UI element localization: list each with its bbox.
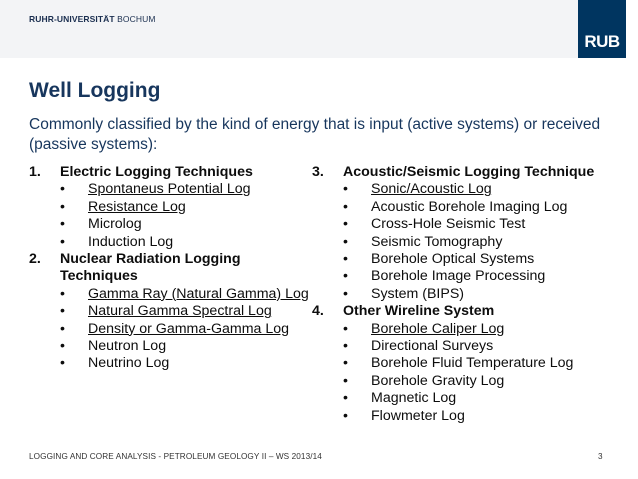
right-column <box>312 164 612 425</box>
list-item <box>343 216 612 233</box>
bullet-marker: • <box>60 233 65 250</box>
item-label: Borehole Image Processing <box>371 268 546 285</box>
bullet-marker: • <box>343 251 348 268</box>
list-item[interactable] <box>60 303 319 320</box>
list-item <box>343 390 612 407</box>
list-item <box>60 216 319 233</box>
list-item <box>343 234 612 251</box>
bullet-list <box>343 181 612 303</box>
slide-title: Well Logging <box>29 79 161 102</box>
footer-text: LOGGING AND CORE ANALYSIS - PETROLEUM GEOLOGY II – WS 2013/14 <box>29 452 322 461</box>
bullet-marker: • <box>343 355 348 372</box>
item-label: Borehole Gravity Log <box>371 372 505 389</box>
list-item[interactable] <box>60 181 319 198</box>
numbered-section <box>312 303 612 425</box>
bullet-marker: • <box>343 338 348 355</box>
university-name: RUHR-UNIVERSITÄT BOCHUM <box>29 14 156 24</box>
rub-logo-text: RUB <box>584 32 620 51</box>
list-item <box>60 355 319 372</box>
section-title: Electric Logging Techniques <box>60 164 253 180</box>
list-item <box>343 199 612 216</box>
list-item <box>343 251 612 268</box>
item-link[interactable]: Gamma Ray (Natural Gamma) Log <box>88 285 309 302</box>
list-item <box>60 338 319 355</box>
list-item[interactable] <box>60 286 319 303</box>
bullet-marker: • <box>343 320 348 337</box>
bullet-marker: • <box>60 181 65 198</box>
item-label: Acoustic Borehole Imaging Log <box>371 198 568 215</box>
bullet-marker: • <box>60 355 65 372</box>
rub-logo <box>578 0 626 58</box>
item-label: Induction Log <box>88 233 174 250</box>
item-link[interactable]: Spontaneus Potential Log <box>88 181 251 198</box>
bullet-list <box>60 181 319 251</box>
bullet-marker: • <box>343 268 348 285</box>
section-title: Nuclear Radiation Logging Techniques <box>60 251 241 285</box>
item-label: Borehole Fluid Temperature Log <box>371 355 574 372</box>
bullet-marker: • <box>343 407 348 424</box>
bullet-marker: • <box>60 303 65 320</box>
item-label: Magnetic Log <box>371 390 457 407</box>
numbered-section <box>312 164 612 303</box>
section-number: 1. <box>29 164 41 180</box>
bullet-marker: • <box>60 216 65 233</box>
section-number: 2. <box>29 251 41 268</box>
list-item <box>343 355 612 372</box>
item-label: Borehole Optical Systems <box>371 251 535 268</box>
bullet-marker: • <box>60 338 65 355</box>
item-label: Neutron Log <box>88 338 167 355</box>
list-item <box>343 268 612 285</box>
item-link[interactable]: Sonic/Acoustic Log <box>371 181 492 198</box>
item-link[interactable]: Resistance Log <box>88 198 186 215</box>
item-link[interactable]: Natural Gamma Spectral Log <box>88 303 272 320</box>
list-item <box>343 286 612 303</box>
bullet-list <box>60 286 319 373</box>
item-label: System (BIPS) <box>371 285 465 302</box>
bullet-marker: • <box>60 198 65 215</box>
list-item[interactable] <box>60 199 319 216</box>
bullet-marker: • <box>343 181 348 198</box>
bullet-marker: • <box>343 198 348 215</box>
header-bar <box>0 0 638 58</box>
item-label: Neutrino Log <box>88 355 170 372</box>
item-label: Microlog <box>88 216 142 233</box>
logo-accent <box>626 0 638 58</box>
bullet-marker: • <box>343 372 348 389</box>
bullet-marker: • <box>60 320 65 337</box>
section-number: 3. <box>312 164 324 180</box>
item-label: Seismic Tomography <box>371 233 503 250</box>
bullet-marker: • <box>343 233 348 250</box>
bullet-marker: • <box>343 390 348 407</box>
list-item <box>60 234 319 251</box>
list-item[interactable] <box>343 321 612 338</box>
bullet-marker: • <box>343 285 348 302</box>
numbered-section <box>29 251 319 373</box>
list-item <box>343 373 612 390</box>
bullet-list <box>343 321 612 425</box>
numbered-section <box>29 164 319 251</box>
section-title: Other Wireline System <box>343 303 495 320</box>
section-title: Acoustic/Seismic Logging Technique <box>343 164 595 180</box>
list-item <box>343 408 612 425</box>
page-number: 3 <box>598 452 603 461</box>
item-label: Cross-Hole Seismic Test <box>371 216 526 233</box>
list-item <box>343 338 612 355</box>
item-link[interactable]: Borehole Caliper Log <box>371 320 505 337</box>
slide-subtitle: Commonly classified by the kind of energy that is input (active systems) or received (passive systems): <box>29 116 601 153</box>
list-item[interactable] <box>60 321 319 338</box>
item-label: Flowmeter Log <box>371 407 465 424</box>
item-link[interactable]: Density or Gamma-Gamma Log <box>88 320 290 337</box>
section-number: 4. <box>312 303 324 320</box>
bullet-marker: • <box>343 216 348 233</box>
left-column <box>29 164 319 373</box>
item-label: Directional Surveys <box>371 338 494 355</box>
list-item[interactable] <box>343 181 612 198</box>
bullet-marker: • <box>60 285 65 302</box>
